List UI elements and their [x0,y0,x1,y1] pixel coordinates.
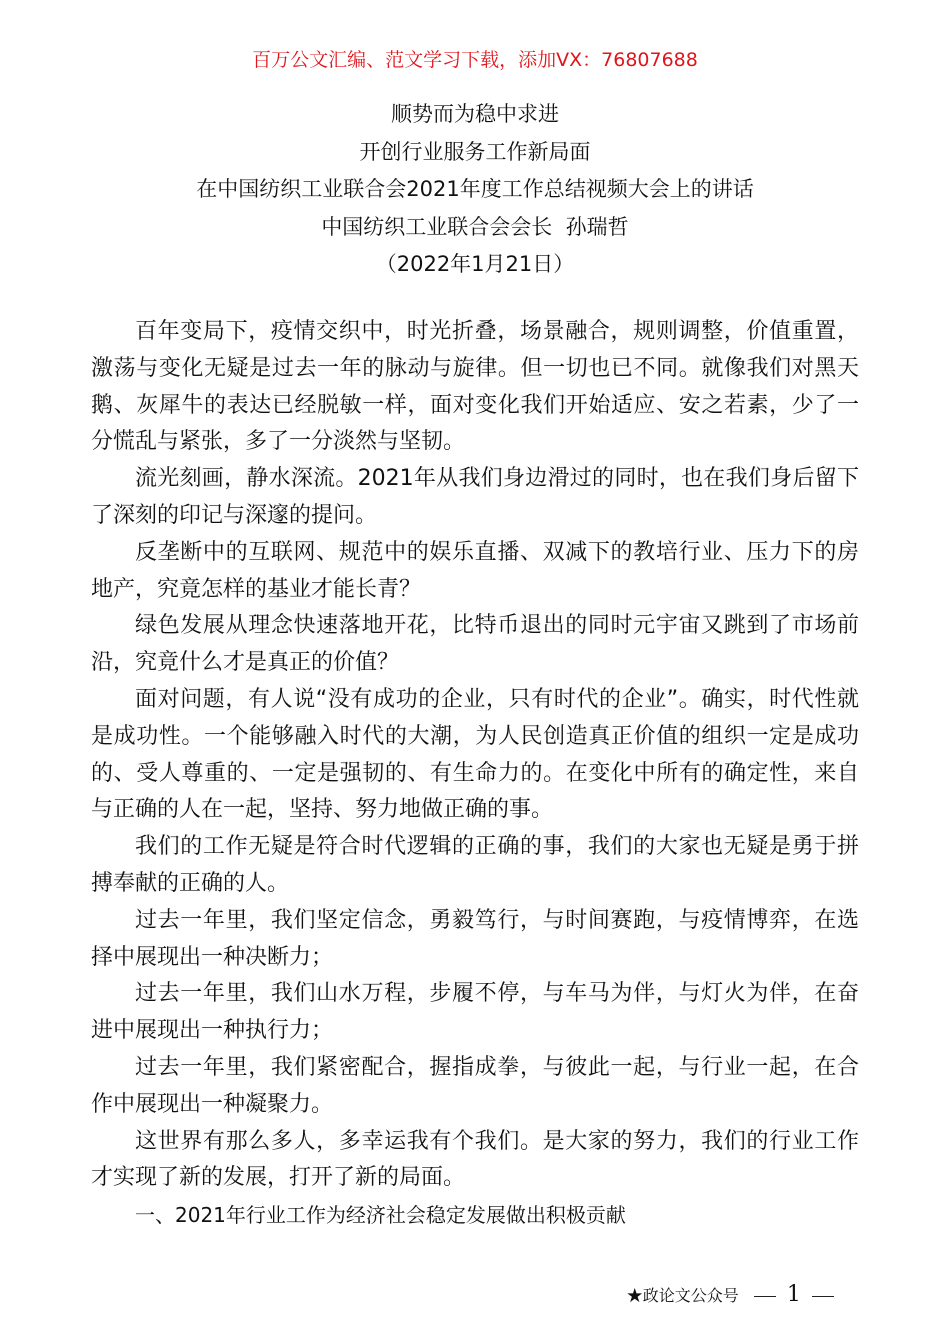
speaker-line: 中国纺织工业联合会会长 孙瑞哲 [321,214,629,239]
paragraph: 流光刻画，静水深流。2021年从我们身边滑过的同时，也在我们身后留下了深刻的印记与深邃的提问。 [91,466,859,528]
paragraph: 绿色发展从理念快速落地开花，比特币退出的同时元宇宙又跳到了市场前沿，究竟什么才是真正的价值？ [91,613,859,676]
paragraph: 过去一年里，我们山水万程，步履不停，与车马为伴，与灯火为伴，在奋进中展现出一种执行力； [91,981,859,1044]
page-number: 1 [786,1282,801,1307]
paragraph: 过去一年里，我们紧密配合，握指成拳，与彼此一起，与行业一起，在合作中展现出一种凝聚力。 [91,1054,859,1117]
subtitle: 在中国纺织工业联合会2021年度工作总结视频大会上的讲话 [196,177,754,201]
paragraph: 我们的工作无疑是符合时代逻辑的正确的事，我们的大家也无疑是勇于拼搏奉献的正确的人。 [91,834,859,896]
paragraph: 过去一年里，我们坚定信念，勇毅笃行，与时间赛跑，与疫情博弈，在选择中展现出一种决断力； [91,907,859,970]
section-heading: 一、2021年行业工作为经济社会稳定发展做出积极贡献 [135,1203,626,1228]
document-heading [0,96,950,284]
date-line: （2022年1月21日） [375,252,575,276]
footer-dash-right [812,1296,834,1297]
paragraph: 这世界有那么多人，多幸运我有个我们。是大家的努力，我们的行业工作才实现了新的发展，打开了新的局面。 [91,1128,859,1191]
page-footer [627,1280,834,1311]
title-line-2: 开创行业服务工作新局面 [359,139,591,164]
paragraph: 面对问题，有人说“没有成功的企业，只有时代的企业”。确实，时代性就是成功性。一个能够融入时代的大潮，为人民创造真正价值的组织一定是成功的、受人尊重的、一定是强韧的、有生命力的。在变化中所有的确定性，来自与正确的人在一起，坚持、努力地做正确的事。 [91,686,859,823]
paragraph: 反垄断中的互联网、规范中的娱乐直播、双减下的教培行业、压力下的房地产，究竟怎样的基业才能长青？ [91,539,859,602]
document-body [91,314,859,1234]
title-line-1: 顺势而为稳中求进 [391,102,559,126]
paragraph: 百年变局下，疫情交织中，时光折叠，场景融合，规则调整，价值重置，激荡与变化无疑是过去一年的脉动与旋律。但一切也已不同。就像我们对黑天鹅、灰犀牛的表达已经脱敏一样，面对变化我们开始适应、安之若素，少了一分慌乱与紧张，多了一分淡然与坚韧。 [91,319,859,455]
promo-banner: 百万公文汇编、范文学习下载，添加VX：76807688 [252,49,698,71]
footer-dash-left [754,1296,776,1297]
footer-source: ★政论文公众号 [626,1286,739,1305]
